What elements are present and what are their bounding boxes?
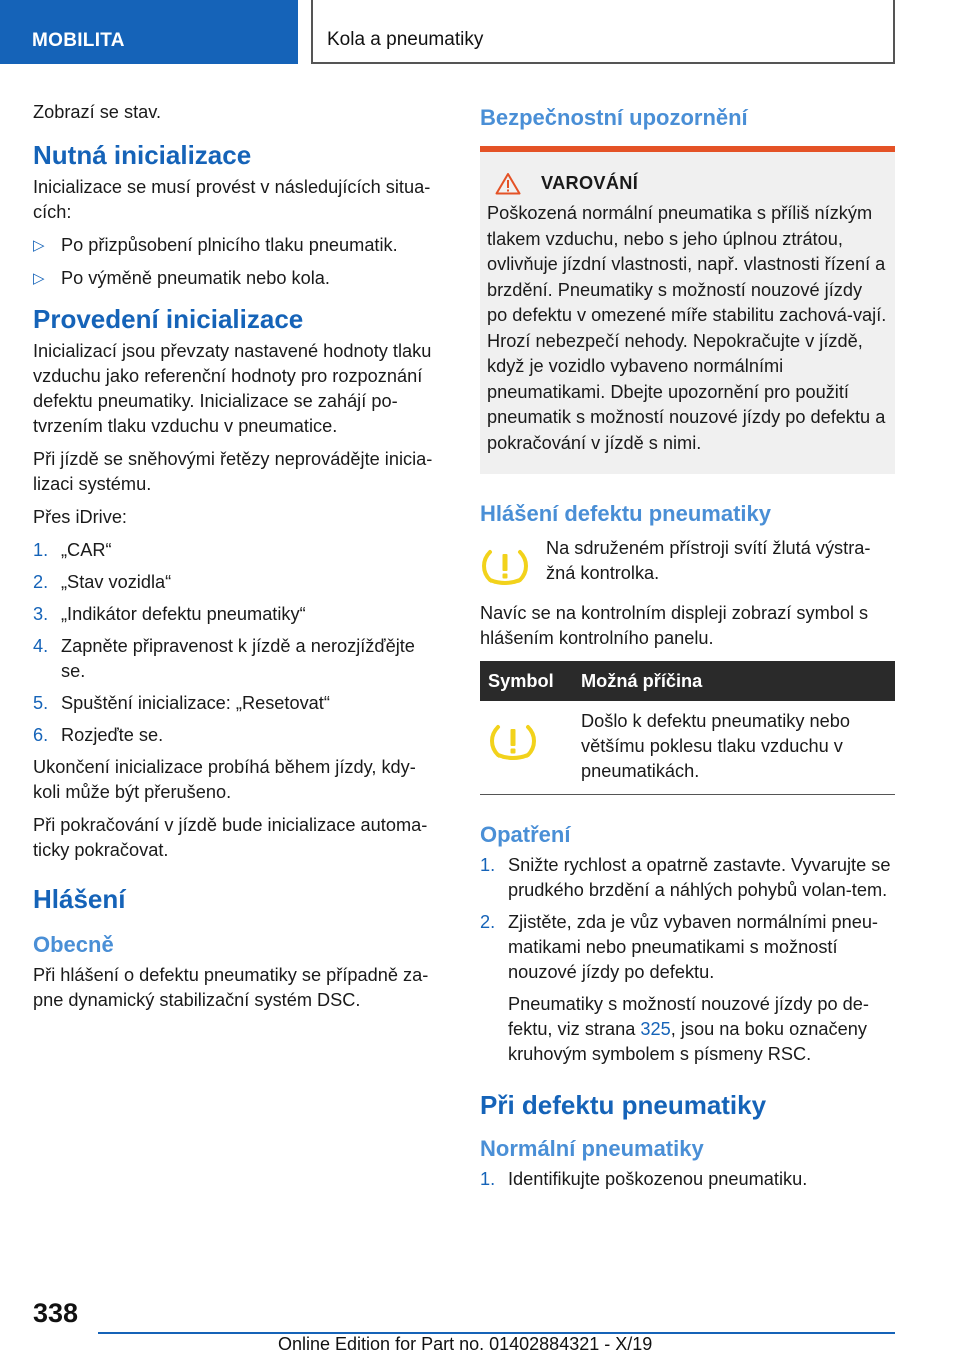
heading-hlaseni-defektu: Hlášení defektu pneumatiky (480, 501, 771, 526)
left-column (33, 100, 443, 1021)
heading-normalni-pneumatiky: Normální pneumatiky (480, 1136, 704, 1161)
prov-paragraph-2: Při jízdě se sněhovými řetězy neprovádějte inicia-lizaci systému. (33, 449, 433, 494)
opatreni-note: Pneumatiky s možností nouzové jízdy po de-fektu, viz strana 325, jsou na boku označeny kruhovým symbolem s písmeny RSC. (508, 994, 869, 1064)
opatreni-steps (480, 853, 895, 985)
idrive-steps (33, 538, 443, 748)
list-item: 2. „Stav vozidla“ (33, 572, 172, 592)
footer-edition: Online Edition for Part no. 01402884321 - X/19 (278, 1334, 653, 1354)
page-number: 338 (33, 1298, 79, 1328)
kontrolka-text: Na sdruženém přístroji svítí žlutá výstra-žná kontrolka. (546, 538, 871, 583)
list-item: 1. Snižte rychlost a opatrně zastavte. Vyvarujte se prudkého brzdění a náhlých pohybů volan-tem. (480, 855, 891, 900)
list-item: 5. Spuštění inicializace: „Resetovat“ (33, 693, 330, 713)
list-item: ▷ Po výměně pneumatik nebo kola. (33, 266, 443, 291)
section-tab: MOBILITA (0, 0, 298, 64)
heading-nutna-inicializace: Nutná inicializace (33, 140, 252, 170)
warning-box (480, 146, 895, 474)
navic-text: Navíc se na kontrolním displeji zobrazí symbol s hlášením kontrolního panelu. (480, 603, 869, 648)
tire-pressure-warning-icon (488, 721, 538, 761)
list-item: 1. „CAR“ (33, 540, 112, 560)
nutna-text: Inicializace se musí provést v následujících situa-cích: (33, 177, 431, 222)
cause-cell: Došlo k defektu pneumatiky nebo většímu poklesu tlaku vzduchu v pneumatikách. (573, 701, 895, 795)
list-item: 2. Zjistěte, zda je vůz vybaven normálními pneu-matikami nebo pneumatikami s možností nouzové jízdy po defektu. (480, 912, 878, 982)
column-header-cause: Možná příčina (573, 661, 895, 701)
symbol-cell (480, 701, 573, 795)
heading-pri-defektu: Při defektu pneumatiky (480, 1090, 767, 1120)
heading-provedeni-inicializace: Provedení inicializace (33, 304, 304, 334)
prov-paragraph-4: Ukončení inicializace probíhá během jízdy, kdy-koli může být přerušeno. (33, 757, 416, 802)
list-item: ▷ Po přizpůsobení plnicího tlaku pneumatik. (33, 233, 443, 258)
heading-bezpecnostni-upozorneni: Bezpečnostní upozornění (480, 105, 748, 130)
heading-hlaseni: Hlášení (33, 884, 126, 914)
triangle-bullet-icon: ▷ (33, 270, 45, 287)
tpms-icon-container (480, 536, 546, 591)
triangle-bullet-icon: ▷ (33, 237, 45, 254)
tire-pressure-warning-icon (480, 546, 530, 586)
table-row (480, 701, 895, 795)
normalni-steps (480, 1167, 895, 1192)
list-item: 6. Rozjeďte se. (33, 725, 164, 745)
warning-triangle-icon (495, 172, 521, 195)
page-link-325[interactable]: 325 (640, 1019, 671, 1039)
right-column (480, 100, 895, 1199)
nutna-list (33, 233, 443, 291)
intro-text: Zobrazí se stav. (33, 102, 162, 122)
heading-obecne: Obecně (33, 932, 114, 957)
list-item: 3. „Indikátor defektu pneumatiky“ (33, 604, 306, 624)
obecne-text: Při hlášení o defektu pneumatiky se případně za-pne dynamický stabilizační systém DSC. (33, 965, 429, 1010)
list-item: 4. Zapněte připravenost k jízdě a nerozjížďějte se. (33, 636, 415, 681)
chapter-title: Kola a pneumatiky (311, 0, 895, 64)
table-header-row (480, 661, 895, 701)
list-item: 1. Identifikujte poškozenou pneumatiku. (480, 1169, 808, 1189)
prov-paragraph-5: Při pokračování v jízdě bude inicializace automa-ticky pokračovat. (33, 815, 428, 860)
column-header-symbol: Symbol (480, 661, 573, 701)
prov-paragraph-1: Inicializací jsou převzaty nastavené hodnoty tlaku vzduchu jako referenční hodnoty pro rozpoznání defektu pneumatiky. Inicializace se zahájí po-tvrzením tlaku vzduchu v pneumatice. (33, 341, 432, 436)
indicator-row (480, 536, 895, 591)
warning-text: Poškozená normální pneumatika s příliš nízkým tlakem vzduchu, nebo s jeho úplnou ztrátou, ovlivňuje jízdní vlastnosti, např. vlastnosti řízení a brzdění. Pneumatiky s možností nouzové jízdy po defektu v omezené míře stabilitu zachová-vají. Hrozí nebezpečí nehody. Nepokračujte v jízdě, když je vozidlo vybaveno normálními pneumatikami. Dbejte upozornění pro použití pneumatik s možností nouzové jízdy po defektu a pokračování v jízdě s nimi. (487, 203, 887, 453)
symbol-table (480, 661, 895, 795)
prov-paragraph-3: Přes iDrive: (33, 507, 127, 527)
heading-opatreni: Opatření (480, 822, 571, 847)
warning-title: VAROVÁNÍ (487, 172, 887, 195)
